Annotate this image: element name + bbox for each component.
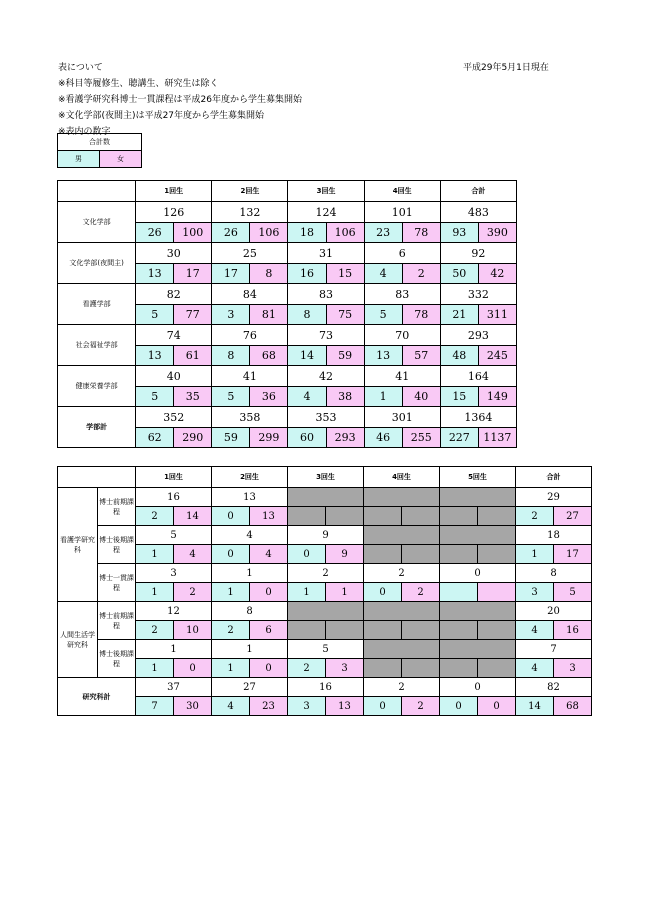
total-cell: 70 [364, 325, 440, 346]
male-cell: 13 [364, 346, 402, 366]
gray-cell [364, 545, 402, 564]
total-cell: 16 [288, 678, 364, 697]
male-cell: 1 [212, 583, 250, 602]
table-row [58, 659, 592, 678]
female-cell: 311 [478, 305, 516, 325]
male-cell: 4 [212, 697, 250, 716]
table-row [58, 621, 592, 640]
female-cell [478, 583, 516, 602]
female-cell: 106 [326, 223, 364, 243]
male-cell: 1 [364, 387, 402, 407]
female-cell: 0 [478, 697, 516, 716]
male-cell: 2 [136, 507, 174, 526]
total-cell: 7 [516, 640, 592, 659]
female-cell: 106 [250, 223, 288, 243]
female-cell: 4 [250, 545, 288, 564]
male-cell: 1 [288, 583, 326, 602]
gray-cell [440, 621, 478, 640]
group-label: 人間生活学研究科 [58, 602, 98, 678]
male-cell: 26 [136, 223, 174, 243]
male-cell: 46 [364, 428, 402, 448]
male-cell: 5 [136, 387, 174, 407]
female-cell: 13 [326, 697, 364, 716]
male-cell: 4 [364, 264, 402, 284]
total-cell: 18 [516, 526, 592, 545]
female-cell: 40 [402, 387, 440, 407]
total-cell: 1 [136, 640, 212, 659]
table-row [58, 526, 592, 545]
gray-cell [478, 659, 516, 678]
male-cell: 4 [516, 621, 554, 640]
total-cell: 352 [136, 407, 212, 428]
total-cell: 83 [364, 284, 440, 305]
total-cell: 0 [440, 564, 516, 583]
total-cell: 132 [212, 202, 288, 223]
column-header: 3回生 [288, 181, 364, 202]
legend-total: 合計数 [58, 134, 142, 151]
total-cell: 124 [288, 202, 364, 223]
male-cell: 23 [364, 223, 402, 243]
female-cell: 5 [554, 583, 592, 602]
table-row [58, 488, 592, 507]
legend-female: 女 [100, 151, 142, 168]
total-cell: 8 [516, 564, 592, 583]
header-row [58, 181, 517, 202]
total-cell: 358 [212, 407, 288, 428]
female-cell: 6 [250, 621, 288, 640]
column-header: 5回生 [440, 467, 516, 488]
graduate-table [57, 466, 592, 716]
table-row [58, 243, 517, 264]
row-label: 博士一貫課程 [98, 564, 136, 602]
total-cell: 82 [516, 678, 592, 697]
note-line: ※科目等履修生、聴講生、研究生は除く [58, 79, 219, 89]
female-cell: 149 [478, 387, 516, 407]
female-cell: 78 [402, 223, 440, 243]
male-cell: 1 [136, 659, 174, 678]
gray-cell [440, 507, 478, 526]
total-cell: 82 [136, 284, 212, 305]
female-cell: 59 [326, 346, 364, 366]
total-cell: 2 [364, 564, 440, 583]
row-label: 博士前期課程 [98, 488, 136, 526]
gray-cell [326, 507, 364, 526]
female-cell: 2 [402, 697, 440, 716]
male-cell: 8 [212, 346, 250, 366]
male-cell: 14 [288, 346, 326, 366]
female-cell: 1137 [478, 428, 516, 448]
female-cell: 13 [250, 507, 288, 526]
table-row [58, 564, 592, 583]
female-cell: 68 [250, 346, 288, 366]
table-row [58, 366, 517, 387]
corner-cell [58, 181, 136, 202]
gray-cell [440, 545, 478, 564]
total-cell: 5 [136, 526, 212, 545]
male-cell: 0 [212, 545, 250, 564]
total-cell: 37 [136, 678, 212, 697]
gray-cell [364, 526, 440, 545]
gray-cell [478, 507, 516, 526]
gray-cell [326, 621, 364, 640]
female-cell: 8 [250, 264, 288, 284]
gray-cell [440, 526, 516, 545]
total-cell: 301 [364, 407, 440, 428]
total-cell: 332 [440, 284, 516, 305]
total-cell: 1 [212, 640, 288, 659]
female-cell: 36 [250, 387, 288, 407]
female-cell: 61 [174, 346, 212, 366]
male-cell: 227 [440, 428, 478, 448]
female-cell: 299 [250, 428, 288, 448]
total-cell: 74 [136, 325, 212, 346]
female-cell: 390 [478, 223, 516, 243]
male-cell: 1 [136, 583, 174, 602]
total-cell: 40 [136, 366, 212, 387]
female-cell: 68 [554, 697, 592, 716]
gray-cell [288, 488, 364, 507]
total-cell: 25 [212, 243, 288, 264]
male-cell: 50 [440, 264, 478, 284]
gray-cell [440, 602, 516, 621]
male-cell: 0 [212, 507, 250, 526]
female-cell: 3 [554, 659, 592, 678]
column-header: 合計 [516, 467, 592, 488]
female-cell: 290 [174, 428, 212, 448]
total-cell: 2 [288, 564, 364, 583]
notes-title: 表について [58, 63, 103, 73]
gray-cell [288, 621, 326, 640]
male-cell: 18 [288, 223, 326, 243]
male-cell: 13 [136, 264, 174, 284]
total-cell: 164 [440, 366, 516, 387]
total-cell: 20 [516, 602, 592, 621]
total-cell: 3 [136, 564, 212, 583]
female-cell: 0 [250, 659, 288, 678]
table-row [58, 202, 517, 223]
female-cell: 27 [554, 507, 592, 526]
gray-cell [364, 602, 440, 621]
note-line: ※看護学研究科博士一貫課程は平成26年度から学生募集開始 [58, 95, 302, 105]
gray-cell [364, 659, 402, 678]
total-cell: 1 [212, 564, 288, 583]
row-label: 博士後期課程 [98, 526, 136, 564]
male-cell: 2 [136, 621, 174, 640]
total-cell: 31 [288, 243, 364, 264]
female-cell: 17 [174, 264, 212, 284]
table-row [58, 583, 592, 602]
male-cell: 59 [212, 428, 250, 448]
female-cell: 2 [174, 583, 212, 602]
note-line: ※表内の数字 [58, 127, 111, 137]
male-cell: 0 [364, 583, 402, 602]
female-cell: 23 [250, 697, 288, 716]
column-header: 4回生 [364, 467, 440, 488]
total-cell: 84 [212, 284, 288, 305]
total-cell: 16 [136, 488, 212, 507]
male-cell: 26 [212, 223, 250, 243]
gray-cell [478, 545, 516, 564]
total-cell: 126 [136, 202, 212, 223]
female-cell: 77 [174, 305, 212, 325]
male-cell: 2 [288, 659, 326, 678]
female-cell: 4 [174, 545, 212, 564]
female-cell: 17 [554, 545, 592, 564]
female-cell: 100 [174, 223, 212, 243]
total-cell: 1364 [440, 407, 516, 428]
female-cell: 2 [402, 264, 440, 284]
total-cell: 101 [364, 202, 440, 223]
total-cell: 483 [440, 202, 516, 223]
male-cell: 48 [440, 346, 478, 366]
row-label: 文化学部(夜間主) [58, 243, 136, 284]
notes [58, 60, 302, 140]
table-row [58, 602, 592, 621]
female-cell: 0 [250, 583, 288, 602]
total-cell: 83 [288, 284, 364, 305]
total-cell: 8 [212, 602, 288, 621]
female-cell: 78 [402, 305, 440, 325]
gray-cell [402, 659, 440, 678]
note-line: ※文化学部(夜間主)は平成27年度から学生募集開始 [58, 111, 265, 121]
table-row [58, 507, 592, 526]
gray-cell [288, 602, 364, 621]
total-cell: 41 [212, 366, 288, 387]
table-row [58, 407, 517, 428]
total-cell: 12 [136, 602, 212, 621]
female-cell: 14 [174, 507, 212, 526]
female-cell: 81 [250, 305, 288, 325]
female-cell: 2 [402, 583, 440, 602]
female-cell: 16 [554, 621, 592, 640]
row-label: 学部計 [58, 407, 136, 448]
male-cell: 3 [288, 697, 326, 716]
total-cell: 293 [440, 325, 516, 346]
row-label: 博士前期課程 [98, 602, 136, 640]
female-cell: 35 [174, 387, 212, 407]
gray-cell [364, 488, 440, 507]
row-label: 社会福祉学部 [58, 325, 136, 366]
male-cell: 2 [212, 621, 250, 640]
total-cell: 0 [440, 678, 516, 697]
total-cell: 73 [288, 325, 364, 346]
female-cell: 15 [326, 264, 364, 284]
table-row [58, 640, 592, 659]
male-cell: 1 [516, 545, 554, 564]
male-cell: 0 [288, 545, 326, 564]
female-cell: 245 [478, 346, 516, 366]
female-cell: 1 [326, 583, 364, 602]
male-cell: 7 [136, 697, 174, 716]
male-cell: 1 [212, 659, 250, 678]
total-cell: 6 [364, 243, 440, 264]
total-cell: 13 [212, 488, 288, 507]
gray-cell [440, 488, 516, 507]
female-cell: 10 [174, 621, 212, 640]
female-cell: 42 [478, 264, 516, 284]
gray-cell [402, 545, 440, 564]
female-cell: 75 [326, 305, 364, 325]
as-of-date: 平成29年5月1日現在 [463, 63, 549, 73]
total-cell: 30 [136, 243, 212, 264]
gray-cell [364, 621, 402, 640]
total-cell: 92 [440, 243, 516, 264]
male-cell: 62 [136, 428, 174, 448]
male-cell: 16 [288, 264, 326, 284]
gray-cell [364, 507, 402, 526]
total-label: 研究科計 [58, 678, 136, 716]
male-cell: 17 [212, 264, 250, 284]
male-cell: 5 [136, 305, 174, 325]
total-cell: 27 [212, 678, 288, 697]
column-header: 2回生 [212, 181, 288, 202]
table-row [58, 325, 517, 346]
male-cell: 13 [136, 346, 174, 366]
male-cell: 21 [440, 305, 478, 325]
female-cell: 38 [326, 387, 364, 407]
female-cell: 3 [326, 659, 364, 678]
column-header: 2回生 [212, 467, 288, 488]
male-cell: 3 [212, 305, 250, 325]
total-cell: 76 [212, 325, 288, 346]
table-row [58, 545, 592, 564]
female-cell: 30 [174, 697, 212, 716]
gray-cell [440, 640, 516, 659]
gray-cell [440, 659, 478, 678]
male-cell: 15 [440, 387, 478, 407]
male-cell: 2 [516, 507, 554, 526]
legend [57, 133, 142, 168]
male-cell: 3 [516, 583, 554, 602]
male-cell: 0 [364, 697, 402, 716]
male-cell: 5 [364, 305, 402, 325]
gray-cell [478, 621, 516, 640]
total-cell: 4 [212, 526, 288, 545]
total-cell: 5 [288, 640, 364, 659]
total-cell: 29 [516, 488, 592, 507]
header-row [58, 467, 592, 488]
gray-cell [364, 640, 440, 659]
gray-cell [402, 507, 440, 526]
gray-cell [402, 621, 440, 640]
row-label: 健康栄養学部 [58, 366, 136, 407]
male-cell: 93 [440, 223, 478, 243]
total-cell: 42 [288, 366, 364, 387]
male-cell: 0 [440, 697, 478, 716]
row-label: 博士後期課程 [98, 640, 136, 678]
male-cell: 5 [212, 387, 250, 407]
female-cell: 0 [174, 659, 212, 678]
column-header: 3回生 [288, 467, 364, 488]
female-cell: 255 [402, 428, 440, 448]
male-cell: 4 [516, 659, 554, 678]
male-cell: 4 [288, 387, 326, 407]
female-cell: 57 [402, 346, 440, 366]
undergraduate-table [57, 180, 517, 448]
total-cell: 353 [288, 407, 364, 428]
total-cell: 2 [364, 678, 440, 697]
female-cell: 293 [326, 428, 364, 448]
legend-male: 男 [58, 151, 100, 168]
male-cell [440, 583, 478, 602]
female-cell: 9 [326, 545, 364, 564]
group-label: 看護学研究科 [58, 488, 98, 602]
column-header: 合計 [440, 181, 516, 202]
total-cell: 9 [288, 526, 364, 545]
gray-cell [288, 507, 326, 526]
column-header: 1回生 [136, 467, 212, 488]
total-cell: 41 [364, 366, 440, 387]
male-cell: 1 [136, 545, 174, 564]
corner-cell [58, 467, 136, 488]
column-header: 4回生 [364, 181, 440, 202]
male-cell: 60 [288, 428, 326, 448]
male-cell: 14 [516, 697, 554, 716]
row-label: 文化学部 [58, 202, 136, 243]
column-header: 1回生 [136, 181, 212, 202]
table-row [58, 284, 517, 305]
male-cell: 8 [288, 305, 326, 325]
table-row [58, 678, 592, 697]
row-label: 看護学部 [58, 284, 136, 325]
table-row [58, 697, 592, 716]
